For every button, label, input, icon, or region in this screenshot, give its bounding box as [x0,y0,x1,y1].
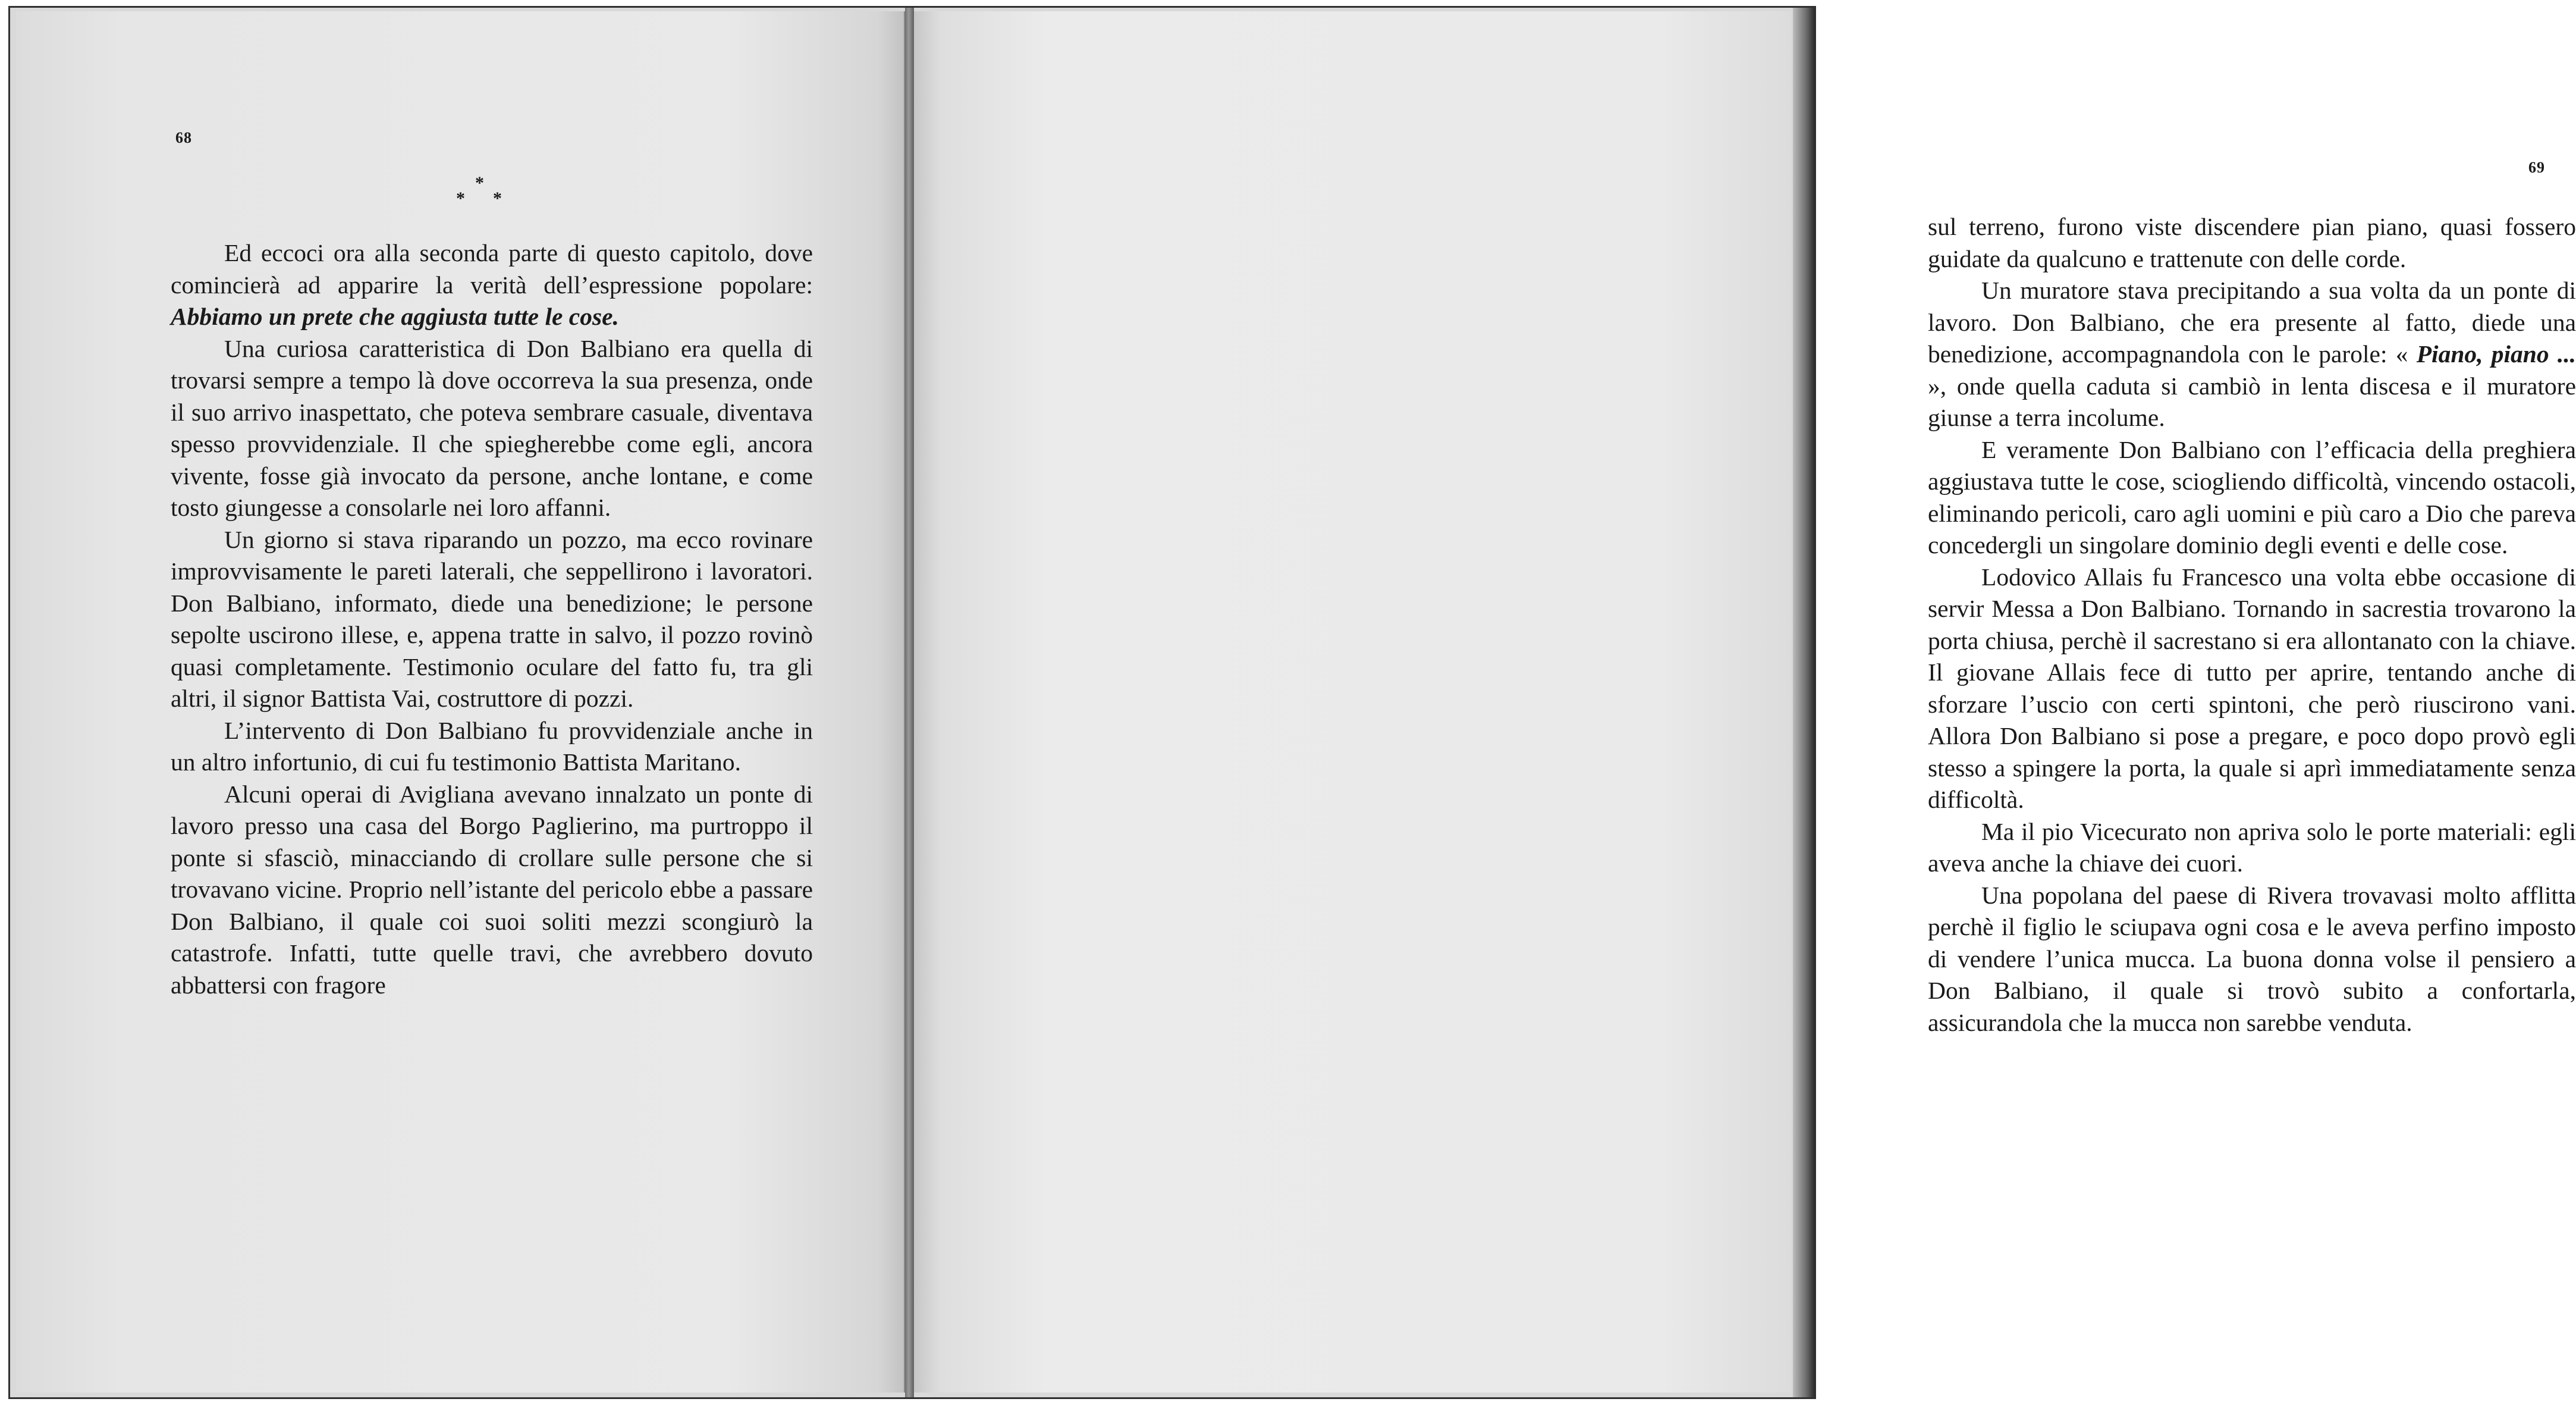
left-page-body [171,237,813,1001]
paragraph: Lodovico Allais fu Francesco una volta ebbe occasione di servir Messa a Don Balbiano. Tornando in sacrestia trovarono la porta chiusa, perchè il sacrestano si era allontanato con la chiave. Il giovane Allais fece di tutto per aprire, tentando anche di sforzare l’uscio con certi spintoni, che però riuscirono vani. Allora Don Balbiano si pose a pregare, e poco dopo provò egli stesso a spingere la porta, la quale si aprì immediatamente senza difficoltà. [1928,563,2576,813]
paragraph: Un muratore stava precipitando a sua volta da un ponte di lavoro. Don Balbiano, che era presente al fatto, diede una benedizione, accompagnandola con le parole: « Piano, piano ... », onde quella caduta si cambiò in lenta discesa e il muratore giunse a terra incolume. [1928,277,2576,431]
paragraph: Alcuni operai di Avigliana avevano innalzato un ponte di lavoro presso una casa del Borgo Paglierino, ma purtroppo il ponte si sfasciò, minacciando di crollare sulle persone che si trovavano vicine. Proprio nell’istante del pericolo ebbe a passare Don Balbiano, il quale coi suoi soliti mezzi scongiurò la catastrofe. Infatti, tutte quelle travi, che avrebbero dovuto abbattersi con fragore [171,780,813,999]
open-book [8,6,2576,1399]
asterisk: * [456,189,465,208]
page-number-left: 68 [175,129,192,146]
quoted-words: Piano, piano ... [2416,340,2576,368]
left-page [16,11,905,1393]
paragraph: E veramente Don Balbiano con l’efficacia della preghiera aggiustava tutte le cose, sciogliendo difficoltà, vincendo ostacoli, eliminando pericoli, caro agli uomini e più caro a Dio che pareva concedergli un singolare dominio degli eventi e delle cose. [1928,435,2576,559]
paragraph: Un giorno si stava riparando un pozzo, ma ecco rovinare improvvisamente le pareti laterali, che seppellirono i lavoratori. Don Balbiano, informato, diede una benedizione; le persone sepolte uscirono illese, e, appena tratte in salvo, il pozzo rovinò quasi completamente. Testimonio oculare del fatto fu, tra gli altri, il signor Battista Vai, costruttore di pozzi. [171,525,813,712]
paragraph: Ma il pio Vicecurato non apriva solo le porte materiali: egli aveva anche la chiave dei cuori. [1928,817,2576,877]
right-page-body [1928,211,2576,1039]
asterisk: * [493,189,502,208]
book-edge [1793,8,1814,1397]
paragraph: Una popolana del paese di Rivera trovavasi molto afflitta perchè il figlio le sciupava ogni cosa e le aveva perfino imposto di vendere l’unica mucca. La buona donna volse il pensiero a Don Balbiano, il quale si trovò subito a confortarla, assicurandola che la mucca non sarebbe venduta. [1928,881,2576,1036]
section-break-asterisks [456,173,522,209]
paragraph-continuation: sul terreno, furono viste discendere pian piano, quasi fossero guidate da qualcuno e trattenute con delle corde. [1928,213,2576,272]
book-gutter [905,8,914,1397]
paragraph: Ed eccoci ora alla seconda parte di questo capitolo, dove comincierà ad apparire la verità dell’espressione popolare: Abbiamo un prete che aggiusta tutte le cose. [171,239,813,330]
paragraph: L’intervento di Don Balbiano fu provvidenziale anche in un altro infortunio, di cui fu testimonio Battista Maritano. [171,716,813,776]
right-page [914,11,2576,1393]
asterisk: * [475,173,484,193]
paragraph: Una curiosa caratteristica di Don Balbiano era quella di trovarsi sempre a tempo là dove occorreva la sua presenza, onde il suo arrivo inaspettato, che poteva sembrare casuale, diventava spesso provvidenziale. Il che spiegherebbe come egli, ancora vivente, fosse già invocato da persone, anche lontane, e come tosto giungesse a consolarle nei loro affanni. [171,334,813,521]
popular-saying: Abbiamo un prete che aggiusta tutte le cose. [171,303,619,330]
page-number-right: 69 [2528,159,2545,176]
